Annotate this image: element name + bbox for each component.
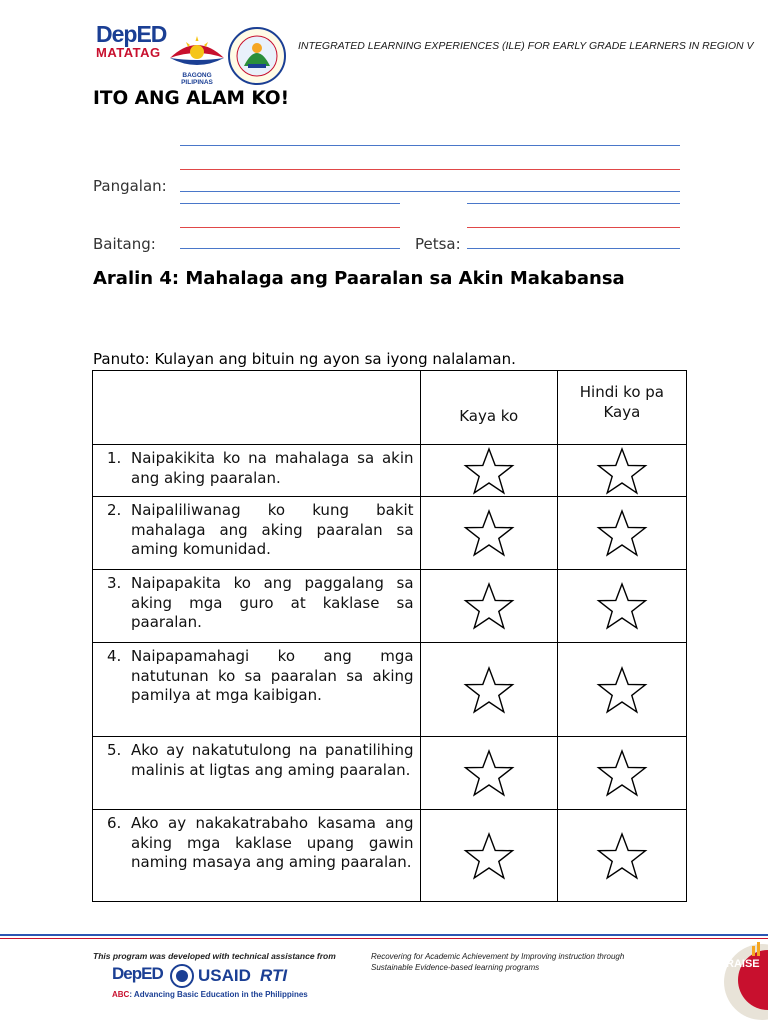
star-outline-icon[interactable] [596, 832, 648, 880]
grade-guide-line-mid [180, 227, 400, 228]
kaya-ko-star-cell[interactable] [420, 737, 557, 810]
item-cell [93, 643, 421, 737]
grade-guide-line-top [180, 203, 400, 204]
hindi-ko-pa-kaya-star-cell[interactable] [557, 497, 686, 570]
matatag-logo-text: MATATAG [96, 45, 161, 60]
header-kaya-ko [420, 371, 557, 445]
header-kaya-ko-label: Kaya ko [459, 406, 519, 425]
kaya-ko-star-cell[interactable] [420, 643, 557, 737]
raise-label: RAISE [726, 958, 760, 970]
star-outline-icon[interactable] [596, 582, 648, 630]
item-text: Naipakikita ko na mahalaga sa akin ang aking paaralan. [131, 449, 414, 487]
hindi-ko-pa-kaya-star-cell[interactable] [557, 737, 686, 810]
header-hindi-ko-pa-kaya-label: Hindi ko pa Kaya [579, 382, 664, 421]
footer-deped-logo: DepED [112, 964, 163, 983]
item-number: 5. [107, 741, 122, 759]
table-row [93, 810, 687, 902]
item-number: 3. [107, 574, 122, 592]
self-assessment-table [92, 370, 687, 902]
star-outline-icon[interactable] [596, 509, 648, 557]
hindi-ko-pa-kaya-star-cell[interactable] [557, 445, 686, 497]
date-guide-line-mid [467, 227, 680, 228]
item-text: Ako ay nakatutulong na panatilihing malinis at ligtas ang aming paaralan. [131, 741, 414, 779]
item-text: Ako ay nakakatrabaho kasama ang aking mga kaklase upang gawin naming masaya ang aming paaralan. [131, 814, 414, 871]
date-writing-line[interactable] [467, 248, 680, 249]
name-guide-line-mid [180, 169, 680, 170]
item-cell [93, 737, 421, 810]
deped-seal-icon [226, 26, 288, 86]
star-outline-icon[interactable] [463, 832, 515, 880]
item-cell [93, 497, 421, 570]
kaya-ko-star-cell[interactable] [420, 497, 557, 570]
date-guide-line-top [467, 203, 680, 204]
kaya-ko-star-cell[interactable] [420, 445, 557, 497]
page-heading: ITO ANG ALAM KO! [93, 88, 290, 109]
header-title: INTEGRATED LEARNING EXPERIENCES (ILE) FOR EARLY GRADE LEARNERS IN REGION V [298, 40, 754, 52]
footer-rti-logo: RTI [260, 966, 288, 985]
item-number: 6. [107, 814, 122, 832]
item-text: Naipapakita ko ang paggalang sa aking mga guro at kaklase sa paaralan. [131, 574, 414, 631]
abc-prefix: ABC [112, 990, 130, 999]
item-text: Naipapamahagi ko ang mga natutunan ko sa paaralan sa aking pamilya at mga kaibigan. [131, 647, 414, 704]
footer-program-line2: Sustainable Evidence-based learning programs [371, 963, 540, 972]
abc-tagline: : Advancing Basic Education in the Philippines [129, 990, 308, 999]
footer-program-text [371, 951, 671, 973]
item-number: 2. [107, 501, 122, 519]
raise-badge-icon [722, 940, 768, 1024]
usaid-seal-icon [170, 964, 194, 988]
logo-tagline [96, 60, 168, 66]
table-row [93, 737, 687, 810]
table-row [93, 570, 687, 643]
header-hindi-ko-pa-kaya [557, 371, 686, 445]
star-outline-icon[interactable] [596, 447, 648, 495]
star-outline-icon[interactable] [463, 447, 515, 495]
hindi-ko-pa-kaya-star-cell[interactable] [557, 810, 686, 902]
footer-program-line1: Recovering for Academic Achievement by Improving instruction through [371, 952, 625, 961]
item-number: 4. [107, 647, 122, 665]
item-cell [93, 810, 421, 902]
raise-logo [722, 940, 768, 1024]
kagawaran-seal-logo [226, 26, 288, 86]
instruction-text: Panuto: Kulayan ang bituin ng ayon sa iyong nalalaman. [93, 350, 516, 368]
deped-matatag-logo [96, 22, 168, 78]
name-writing-line[interactable] [180, 191, 680, 192]
bagong-pilipinas-emblem-icon [166, 28, 228, 72]
star-outline-icon[interactable] [463, 582, 515, 630]
grade-label: Baitang: [93, 235, 156, 253]
kaya-ko-star-cell[interactable] [420, 810, 557, 902]
footer-seal-logo [170, 964, 194, 988]
deped-logo-text: DepED [96, 21, 167, 47]
hindi-ko-pa-kaya-star-cell[interactable] [557, 643, 686, 737]
name-guide-line-top [180, 145, 680, 146]
star-outline-icon[interactable] [596, 749, 648, 797]
grade-writing-line[interactable] [180, 248, 400, 249]
bagong-pilipinas-text: BAGONG PILIPINAS [181, 72, 213, 86]
table-row [93, 445, 687, 497]
lesson-title: Aralin 4: Mahalaga ang Paaralan sa Akin Makabansa [93, 268, 625, 289]
star-outline-icon[interactable] [463, 509, 515, 557]
table-row [93, 497, 687, 570]
item-number: 1. [107, 449, 122, 467]
header-empty-cell [93, 371, 421, 445]
item-text: Naipaliliwanag ko kung bakit mahalaga ang aking paaralan sa aming komunidad. [131, 501, 414, 558]
item-cell [93, 570, 421, 643]
footer-abc-text [112, 990, 308, 999]
footer-rule-red [0, 938, 768, 939]
footer-rule-blue [0, 934, 768, 936]
table-row [93, 643, 687, 737]
bagong-pilipinas-logo [166, 28, 228, 86]
star-outline-icon[interactable] [463, 749, 515, 797]
hindi-ko-pa-kaya-star-cell[interactable] [557, 570, 686, 643]
name-label: Pangalan: [93, 177, 167, 195]
star-outline-icon[interactable] [596, 666, 648, 714]
footer-note: This program was developed with technical assistance from [93, 951, 336, 961]
item-cell [93, 445, 421, 497]
date-label: Petsa: [415, 235, 461, 253]
footer-usaid-logo: USAID [198, 966, 251, 985]
table-header-row [93, 371, 687, 445]
star-outline-icon[interactable] [463, 666, 515, 714]
kaya-ko-star-cell[interactable] [420, 570, 557, 643]
